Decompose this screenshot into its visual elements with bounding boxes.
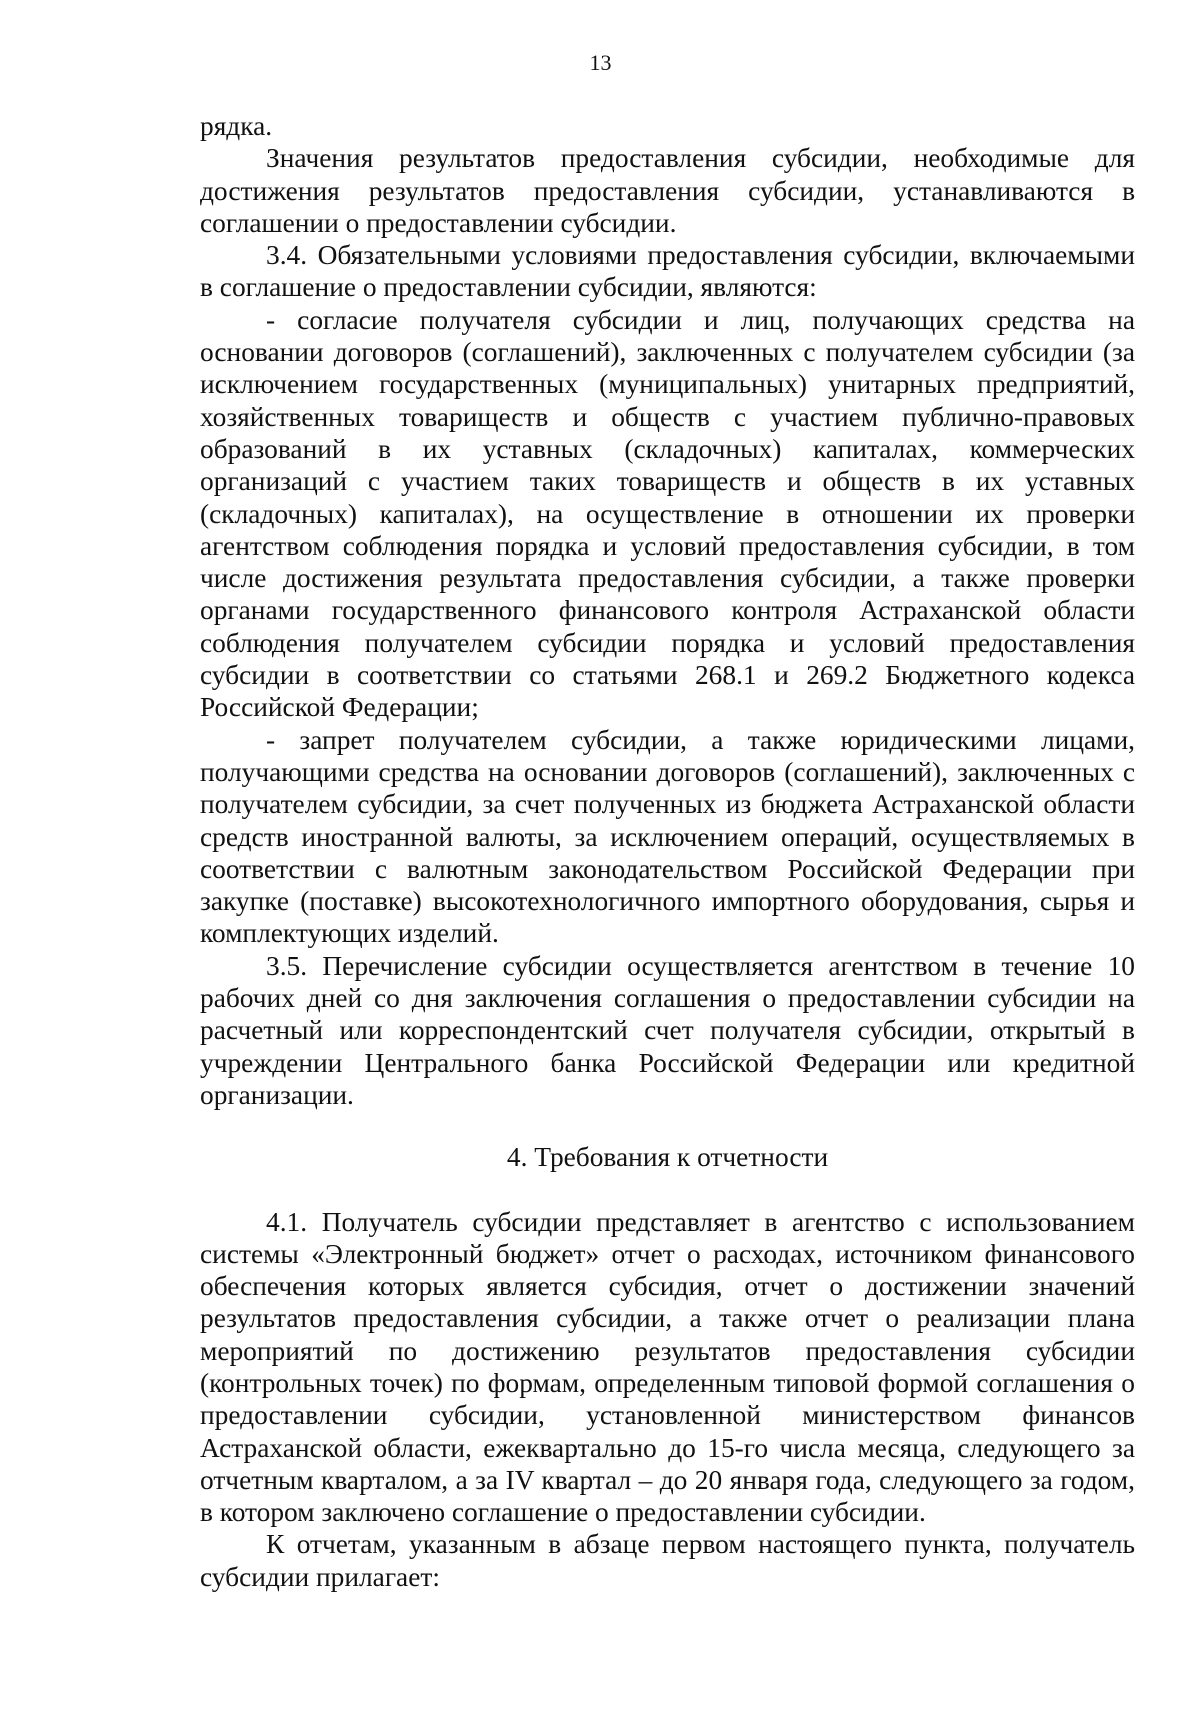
section-heading: 4. Требования к отчетности	[506, 1142, 829, 1173]
page-number: 13	[589, 50, 612, 75]
document-body	[200, 110, 1135, 1593]
paragraph-result-values: Значения результатов предоставления субсидии, необходимые для достижения результатов предоставления субсидии, устанавливаются в соглашении о предоставлении субсидии.	[200, 143, 1135, 238]
paragraph-continuation: рядка.	[200, 111, 273, 141]
paragraph-4-1: 4.1. Получатель субсидии представляет в агентство с использованием системы «Электронный бюджет» отчет о расходах, источником финансового обеспечения которых является субсидия, отчет о достижении значений результатов предоставления субсидии, а также отчет о реализации плана мероприятий по достижению результатов предоставления субсидии (контрольных точек) по формам, определенным типовой формой соглашения о предоставлении субсидии, установленной министерством финансов Астраханской области, ежеквартально до 15-го числа месяца, следующего за отчетным кварталом, а за IV квартал – до 20 января года, следующего за годом, в котором заключено соглашение о предоставлении субсидии.	[200, 1206, 1135, 1528]
paragraph-attachments: К отчетам, указанным в абзаце первом настоящего пункта, получатель субсидии прилагает:	[200, 1529, 1135, 1592]
paragraph-3-4: 3.4. Обязательными условиями предоставления субсидии, включаемыми в соглашение о предоставлении субсидии, являются:	[200, 240, 1135, 303]
paragraph-consent: - согласие получателя субсидии и лиц, получающих средства на основании договоров (соглашений), заключенных с получателем субсидии (за исключением государственных (муниципальных) унитарных предприятий, хозяйственных товариществ и обществ с участием публично-правовых образований в их уставных (складочных) капиталах, коммерческих организаций с участием таких товариществ и обществ в их уставных (складочных) капиталах), на осуществление в отношении их проверки агентством соблюдения порядка и условий предоставления субсидии, в том числе достижения результата предоставления субсидии, а также проверки органами государственного финансового контроля Астраханской области соблюдения получателем субсидии порядка и условий предоставления субсидии в соответствии со статьями 268.1 и 269.2 Бюджетного кодекса Российской Федерации;	[200, 304, 1135, 723]
paragraph-3-5: 3.5. Перечисление субсидии осуществляется агентством в течение 10 рабочих дней со дня заключения соглашения о предоставлении субсидии на расчетный или корреспондентский счет получателя субсидии, открытый в учреждении Центрального банка Российской Федерации или кредитной организации.	[200, 950, 1135, 1110]
paragraph-prohibition: - запрет получателем субсидии, а также юридическими лицами, получающими средства на основании договоров (соглашений), заключенных с получателем субсидии, за счет полученных из бюджета Астраханской области средств иностранной валюты, за исключением операций, осуществляемых в соответствии с валютным законодательством Российской Федерации при закупке (поставке) высокотехнологичного импортного оборудования, сырья и комплектующих изделий.	[200, 724, 1135, 949]
